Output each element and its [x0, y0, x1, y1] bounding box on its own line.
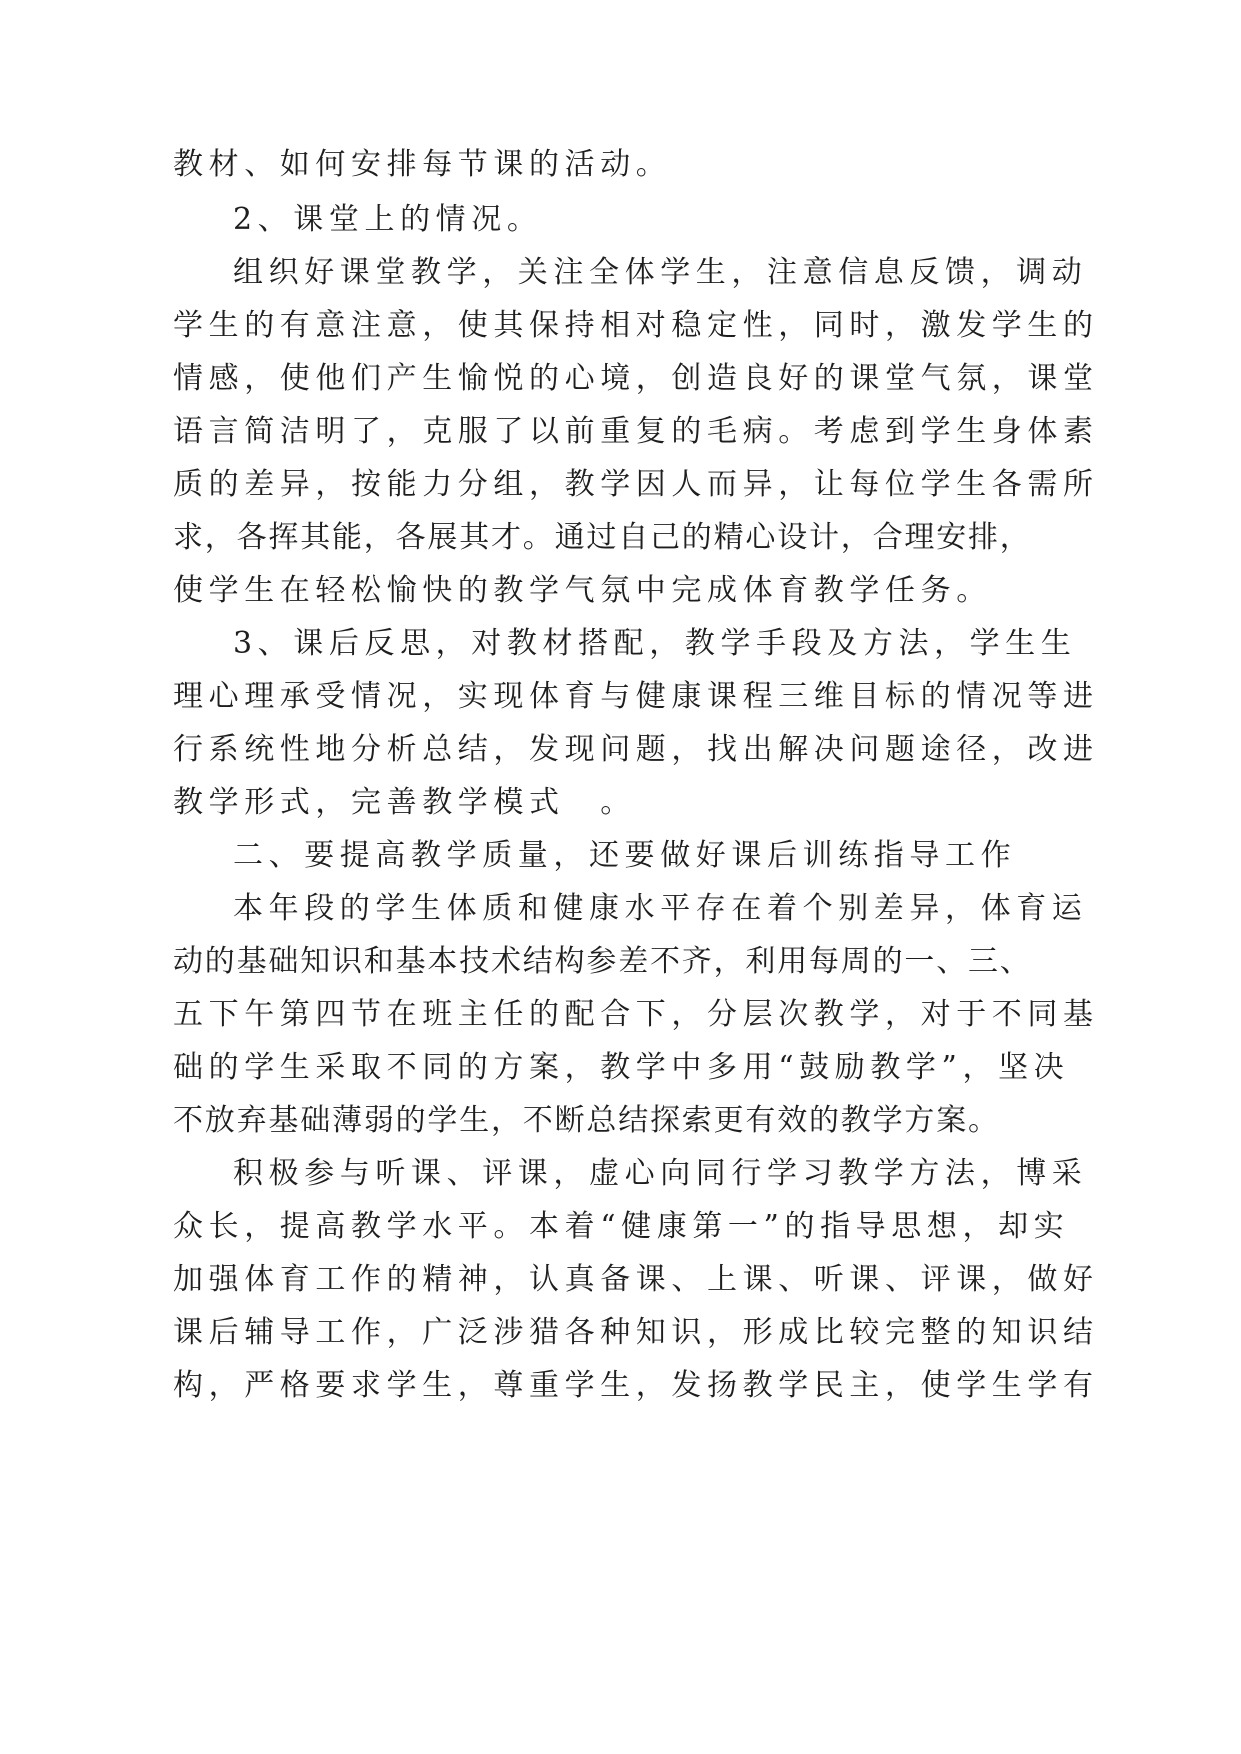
section-heading: 2、课堂上的情况。 — [233, 202, 543, 237]
text-line: 构，严格要求学生，尊重学生，发扬教学民主，使学生学有 — [173, 1368, 1099, 1403]
text-line: 情感，使他们产生愉悦的心境，创造良好的课堂气氛，课堂 — [173, 361, 1099, 396]
text-line: 使学生在轻松愉快的教学气氛中完成体育教学任务。 — [173, 573, 992, 608]
text-line: 动的基础知识和基本技术结构参差不齐，利用每周的一、三、 — [173, 944, 1032, 979]
text-line: 础的学生采取不同的方案，教学中多用“鼓励教学”，坚决 — [173, 1050, 1070, 1085]
text-line: 教材、如何安排每节课的活动。 — [173, 147, 672, 182]
text-line: 理心理承受情况，实现体育与健康课程三维目标的情况等进 — [173, 679, 1099, 714]
text-line: 积极参与听课、评课，虚心向同行学习教学方法，博采 — [233, 1156, 1088, 1191]
text-line: 加强体育工作的精神，认真备课、上课、听课、评课，做好 — [173, 1262, 1099, 1297]
text-line: 组织好课堂教学，关注全体学生，注意信息反馈，调动 — [233, 255, 1088, 290]
text-line: 不放弃基础薄弱的学生，不断总结探索更有效的教学方案。 — [173, 1103, 1000, 1138]
text-line: 五下午第四节在班主任的配合下，分层次教学，对于不同基 — [173, 997, 1099, 1032]
section-heading: 3、课后反思，对教材搭配，教学手段及方法，学生生 — [233, 626, 1077, 661]
text-line: 课后辅导工作，广泛涉猎各种知识，形成比较完整的知识结 — [173, 1315, 1099, 1350]
text-line: 质的差异，按能力分组，教学因人而异，让每位学生各需所 — [173, 467, 1099, 502]
text-line: 学生的有意注意，使其保持相对稳定性，同时，激发学生的 — [173, 308, 1099, 343]
text-line: 求，各挥其能，各展其才。通过自己的精心设计，合理安排， — [173, 520, 1032, 555]
text-line: 本年段的学生体质和健康水平存在着个别差异，体育运 — [233, 891, 1088, 926]
section-heading: 二、要提高教学质量，还要做好课后训练指导工作 — [233, 838, 1017, 873]
text-line: 行系统性地分析总结，发现问题，找出解决问题途径，改进 — [173, 732, 1099, 767]
text-line: 众长，提高教学水平。本着“健康第一”的指导思想，却实 — [173, 1209, 1070, 1244]
text-line: 教学形式，完善教学模式 。 — [173, 785, 636, 820]
text-line: 语言简洁明了，克服了以前重复的毛病。考虑到学生身体素 — [173, 414, 1099, 449]
